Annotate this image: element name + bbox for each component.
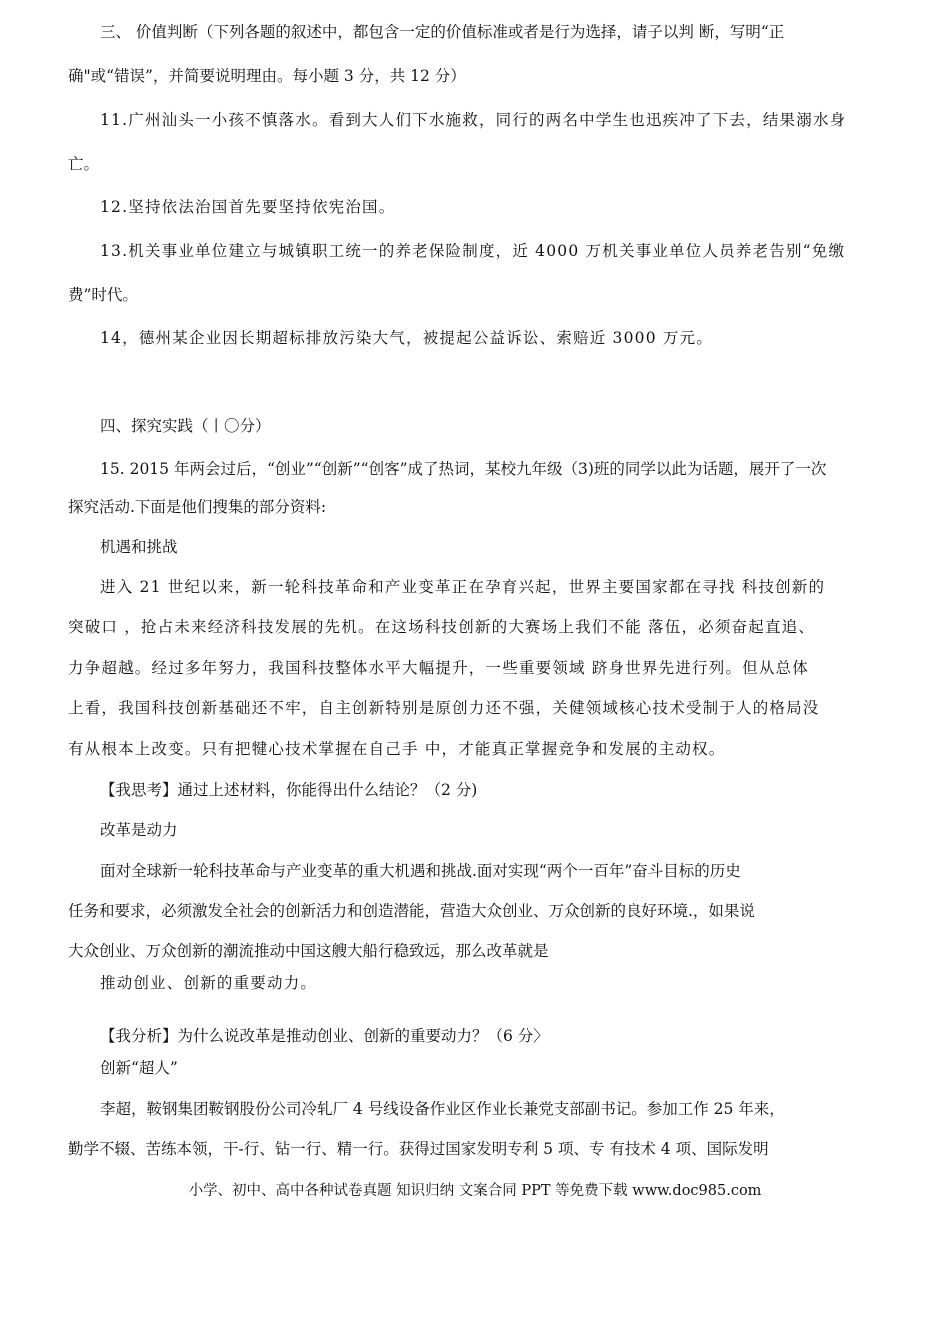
opportunity-paragraph-line2: 突破口 ，抢占未来经济科技发展的先机。在这场科技创新的大赛场上我们不能 落伍，必须奋起直追、 [68, 618, 816, 636]
reform-paragraph-line4: 推动创业、创新的重要动力。 [100, 974, 318, 992]
question-analyze: 【我分析】为什么说改革是推动创业、创新的重要动力？（6 分〉 [100, 1027, 549, 1045]
question-15-line1: 15. 2015 年两会过后，“创业”“创新”“创客”成了热词，某校九年级（3)班的同学以此为话题，展开了一次 [100, 460, 827, 478]
subsection-reform-title: 改革是动力 [100, 821, 178, 839]
opportunity-paragraph-line1: 进入 21 世纪以来，新一轮科技革命和产业变革正在孕育兴起，世界主要国家都在寻找 科技创新的 [100, 578, 826, 596]
opportunity-paragraph-line3: 力争超越。经过多年努力，我国科技整体水平大幅提升，一些重要领域 跻身世界先进行列。但从总体 [68, 659, 809, 677]
innovation-paragraph-line2: 勤学不辍、苦练本领，干-行、钻一行、精一行。获得过国家发明专利 5 项、专 有技术 4 项、国际发明 [68, 1140, 769, 1158]
opportunity-paragraph-line4: 上看，我国科技创新基础还不牢，自主创新特别是原创力还不强，关健领域核心技术受制于人的格局没 [68, 699, 820, 717]
innovation-paragraph-line1: 李超，鞍钢集团鞍钢股份公司冷轧厂 4 号线设备作业区作业长兼党支部副书记。参加工作 25 年来， [100, 1100, 785, 1118]
question-15-line2: 探究活动.下面是他们搜集的部分资料: [68, 498, 327, 516]
reform-paragraph-line2: 任务和要求，必须激发全社会的创新活力和创造潜能，营造大众创业、万众创新的良好环境.，如果说 [68, 902, 755, 920]
section3-heading-line2: 确"或“错误”，并简要说明理由。每小题 3 分，共 12 分） [68, 67, 466, 85]
reform-paragraph-line3: 大众创业、万众创新的潮流推动中国这艘大船行稳致远，那么改革就是 [68, 942, 549, 960]
question-14: 14，德州某企业因长期超标排放污染大气，被提起公益诉讼、索赔近 3000 万元。 [100, 329, 714, 347]
question-11-line1: 11.广州汕头一小孩不慎落水。看到大人们下水施救，同行的两名中学生也迅疾冲了下去，结果溺水身 [100, 111, 847, 129]
question-13-line2: 费”时代。 [68, 286, 138, 304]
question-13-line1: 13.机关事业单位建立与城镇职工统一的养老保险制度，近 4000 万机关事业单位人员养老告别“免缴 [100, 242, 846, 260]
reform-paragraph-line1: 面对全球新一轮科技革命与产业变革的重大机遇和挑战.面对实现“两个一百年”奋斗目标的历史 [100, 862, 741, 880]
question-12: 12.坚持依法治国首先要坚持依宪治国。 [100, 198, 396, 216]
question-think: 【我思考】通过上述材料，你能得出什么结论？（2 分) [100, 781, 478, 799]
subsection-opportunity-title: 机遇和挑战 [100, 538, 178, 556]
opportunity-paragraph-line5: 有从根本上改变。只有把犍心技术掌握在自己手 中，才能真正掌握竞争和发展的主动权。 [68, 740, 726, 758]
page-footer: 小学、初中、高中各种试卷真题 知识归纳 文案合同 PPT 等免费下载 www.doc985.com [188, 1183, 762, 1199]
section3-heading-line1: 三、 价值判断（下列各题的叙述中，都包含一定的价值标准或者是行为选择，请子以判 断，写明“正 [100, 23, 785, 41]
section4-heading: 四、探究实践（丨〇分） [100, 417, 271, 435]
question-11-line2: 亡。 [68, 155, 100, 173]
subsection-innovation-title: 创新“超人” [100, 1059, 178, 1077]
